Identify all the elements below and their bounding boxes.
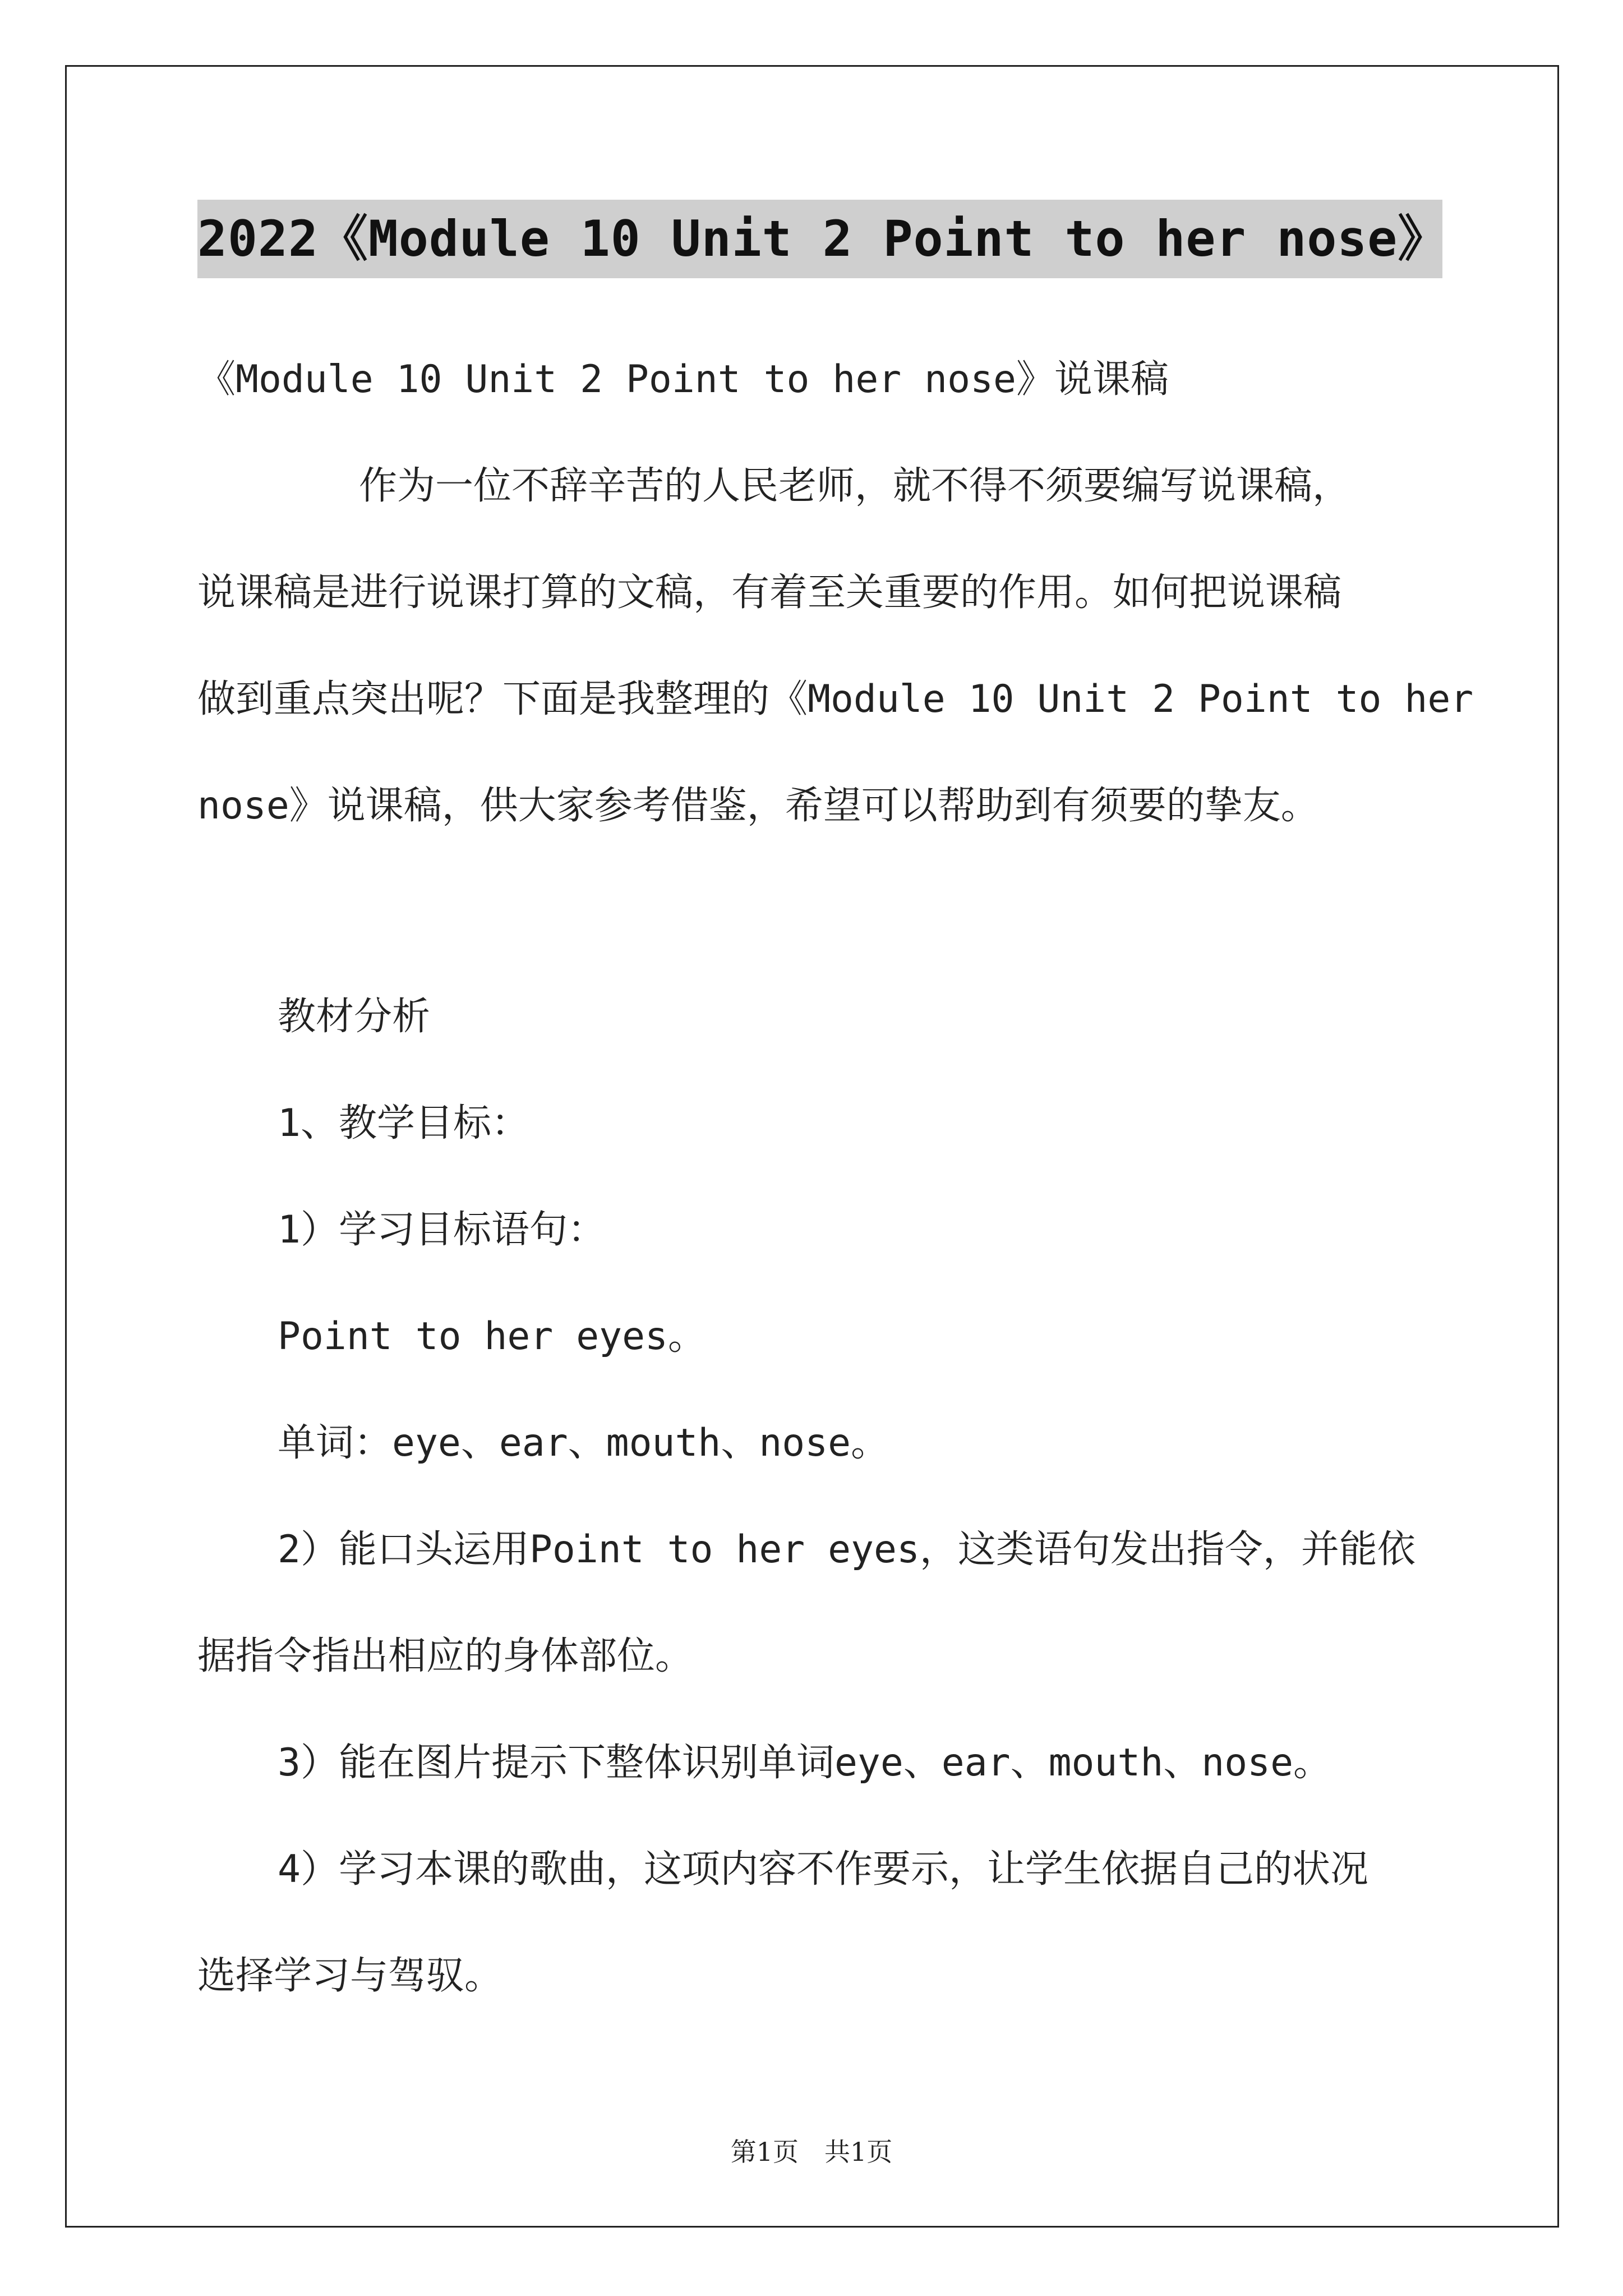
list-item: 4）学习本课的歌曲，这项内容不作要示，让学生依据自己的状况: [278, 1847, 1368, 1892]
list-item: 2）能口头运用Point to her eyes，这类语句发出指令，并能依: [278, 1527, 1415, 1572]
list-item: 1）学习目标语句：: [278, 1208, 606, 1252]
intro-line-4: nose》说课稿，供大家参考借鉴，希望可以帮助到有须要的挚友。: [197, 784, 1319, 828]
list-item: 1、教学目标：: [278, 1101, 529, 1145]
list-item: 据指令指出相应的身体部位。: [197, 1634, 694, 1678]
intro-line-3: 做到重点突出呢？下面是我整理的《Module 10 Unit 2 Point to her: [197, 677, 1474, 721]
intro-line-1: 作为一位不辞辛苦的人民老师，就不得不须要编写说课稿，: [359, 464, 1351, 508]
list-item: 单词：eye、ear、mouth、nose。: [278, 1421, 889, 1465]
list-item: Point to her eyes。: [278, 1314, 706, 1359]
list-item: 3）能在图片提示下整体识别单词eye、ear、mouth、nose。: [278, 1741, 1332, 1785]
intro-line-2: 说课稿是进行说课打算的文稿，有着至关重要的作用。如何把说课稿: [197, 570, 1342, 615]
page-footer: 第1页 共1页: [730, 2137, 893, 2167]
list-item: 选择学习与驾驭。: [197, 1954, 503, 1998]
section-heading: 教材分析: [278, 995, 431, 1039]
document-title: 2022《Module 10 Unit 2 Point to her nose》: [197, 210, 1448, 268]
document-subtitle: 《Module 10 Unit 2 Point to her nose》说课稿: [197, 357, 1169, 402]
